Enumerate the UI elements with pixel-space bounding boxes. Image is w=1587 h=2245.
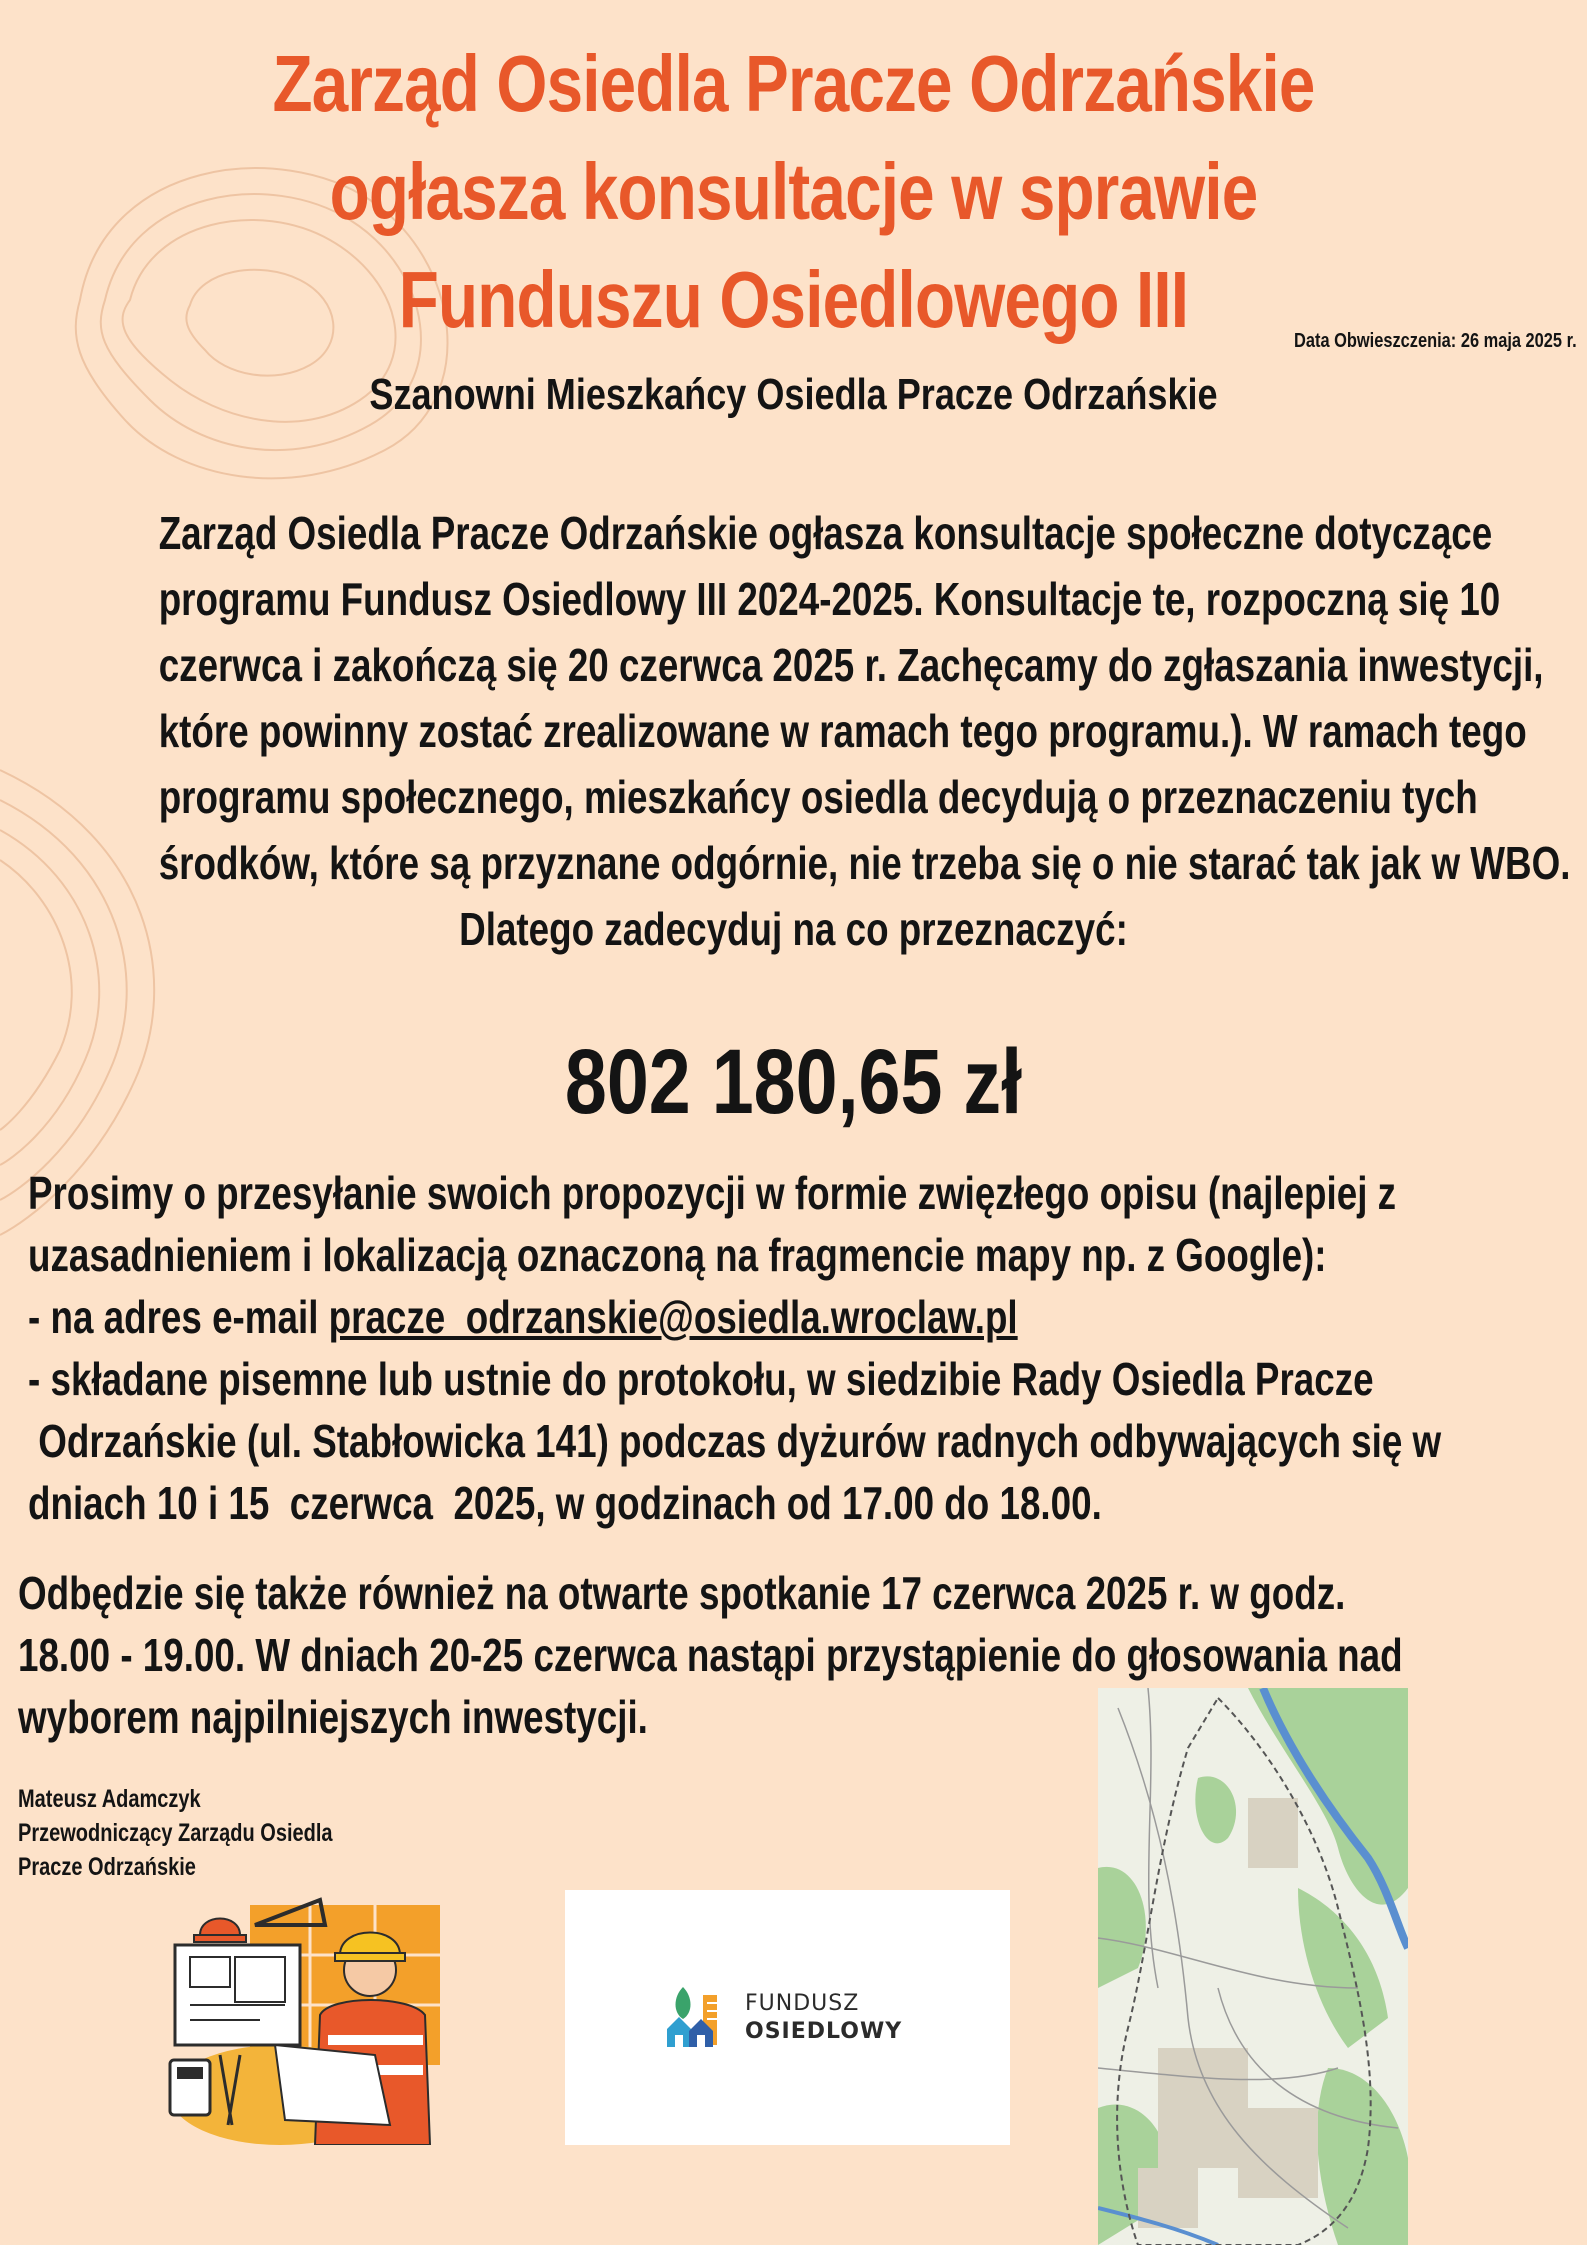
meeting-line: Odbędzie się także również na otwarte spotkanie 17 czerwca 2025 r. w godz. bbox=[18, 1567, 1346, 1619]
email-prefix: - na adres e-mail bbox=[28, 1291, 329, 1343]
signature-role: Pracze Odrzańskie bbox=[18, 1853, 196, 1881]
page-title bbox=[143, 30, 1444, 354]
logo-line-2: OSIEDLOWY bbox=[745, 2019, 903, 2044]
email-link[interactable]: pracze_odrzanskie@osiedla.wroclaw.pl bbox=[328, 1291, 1018, 1343]
meeting-line: wyborem najpilniejszych inwestycji. bbox=[18, 1691, 648, 1743]
office-line: Odrzańskie (ul. Stabłowicka 141) podczas dyżurów radnych odbywających się w bbox=[28, 1415, 1442, 1467]
signature-role: Przewodniczący Zarządu Osiedla bbox=[18, 1819, 333, 1847]
title-line-3: Funduszu Osiedlowego III bbox=[398, 255, 1189, 344]
intro-line: Zarząd Osiedla Pracze Odrzańskie ogłasza konsultacje społeczne dotyczące bbox=[158, 507, 1493, 559]
fund-amount: 802 180,65 zł bbox=[564, 1031, 1023, 1133]
logo-line-1: FUNDUSZ bbox=[745, 1991, 860, 2016]
intro-line: Dlatego zadecyduj na co przeznaczyć: bbox=[459, 903, 1128, 955]
intro-line: programu społecznego, mieszkańcy osiedla decydują o przeznaczeniu tych bbox=[158, 771, 1478, 823]
engineer-illustration bbox=[160, 1895, 450, 2145]
office-line: - składane pisemne lub ustnie do protokołu, w siedzibie Rady Osiedla Pracze bbox=[28, 1353, 1374, 1405]
logo-content bbox=[665, 1985, 902, 2051]
houses-icon bbox=[665, 1985, 731, 2051]
request-line: Prosimy o przesyłanie swoich propozycji w formie zwięzłego opisu (najlepiej z bbox=[28, 1167, 1397, 1219]
title-line-2: ogłasza konsultacje w sprawie bbox=[329, 147, 1258, 236]
title-line-1: Zarząd Osiedla Pracze Odrzańskie bbox=[272, 39, 1315, 128]
salutation: Szanowni Mieszkańcy Osiedla Pracze Odrzańskie bbox=[369, 370, 1218, 419]
fundusz-osiedlowy-logo bbox=[565, 1890, 1010, 2145]
intro-line: środków, które są przyznane odgórnie, nie trzeba się o nie starać tak jak w WBO. bbox=[158, 837, 1571, 889]
intro-paragraph bbox=[0, 500, 1587, 962]
office-line: dniach 10 i 15 czerwca 2025, w godzinach od 17.00 do 18.00. bbox=[28, 1477, 1102, 1529]
signature-block bbox=[18, 1782, 411, 1884]
district-map bbox=[1098, 1688, 1408, 2245]
intro-line: które powinny zostać zrealizowane w ramach tego programu.). W ramach tego bbox=[158, 705, 1527, 757]
intro-line: programu Fundusz Osiedlowy III 2024-2025. Konsultacje te, rozpoczną się 10 bbox=[158, 573, 1501, 625]
intro-line: czerwca i zakończą się 20 czerwca 2025 r. Zachęcamy do zgłaszania inwestycji, bbox=[158, 639, 1544, 691]
email-line bbox=[28, 1286, 1276, 1348]
announcement-date: Data Obwieszczenia: 26 maja 2025 r. bbox=[1294, 330, 1577, 352]
meeting-line: 18.00 - 19.00. W dniach 20-25 czerwca nastąpi przystąpienie do głosowania nad bbox=[18, 1629, 1403, 1681]
submission-instructions bbox=[28, 1162, 1587, 1534]
request-line: uzasadnieniem i lokalizacją oznaczoną na fragmencie mapy np. z Google): bbox=[28, 1229, 1327, 1281]
signature-name: Mateusz Adamczyk bbox=[18, 1785, 201, 1813]
